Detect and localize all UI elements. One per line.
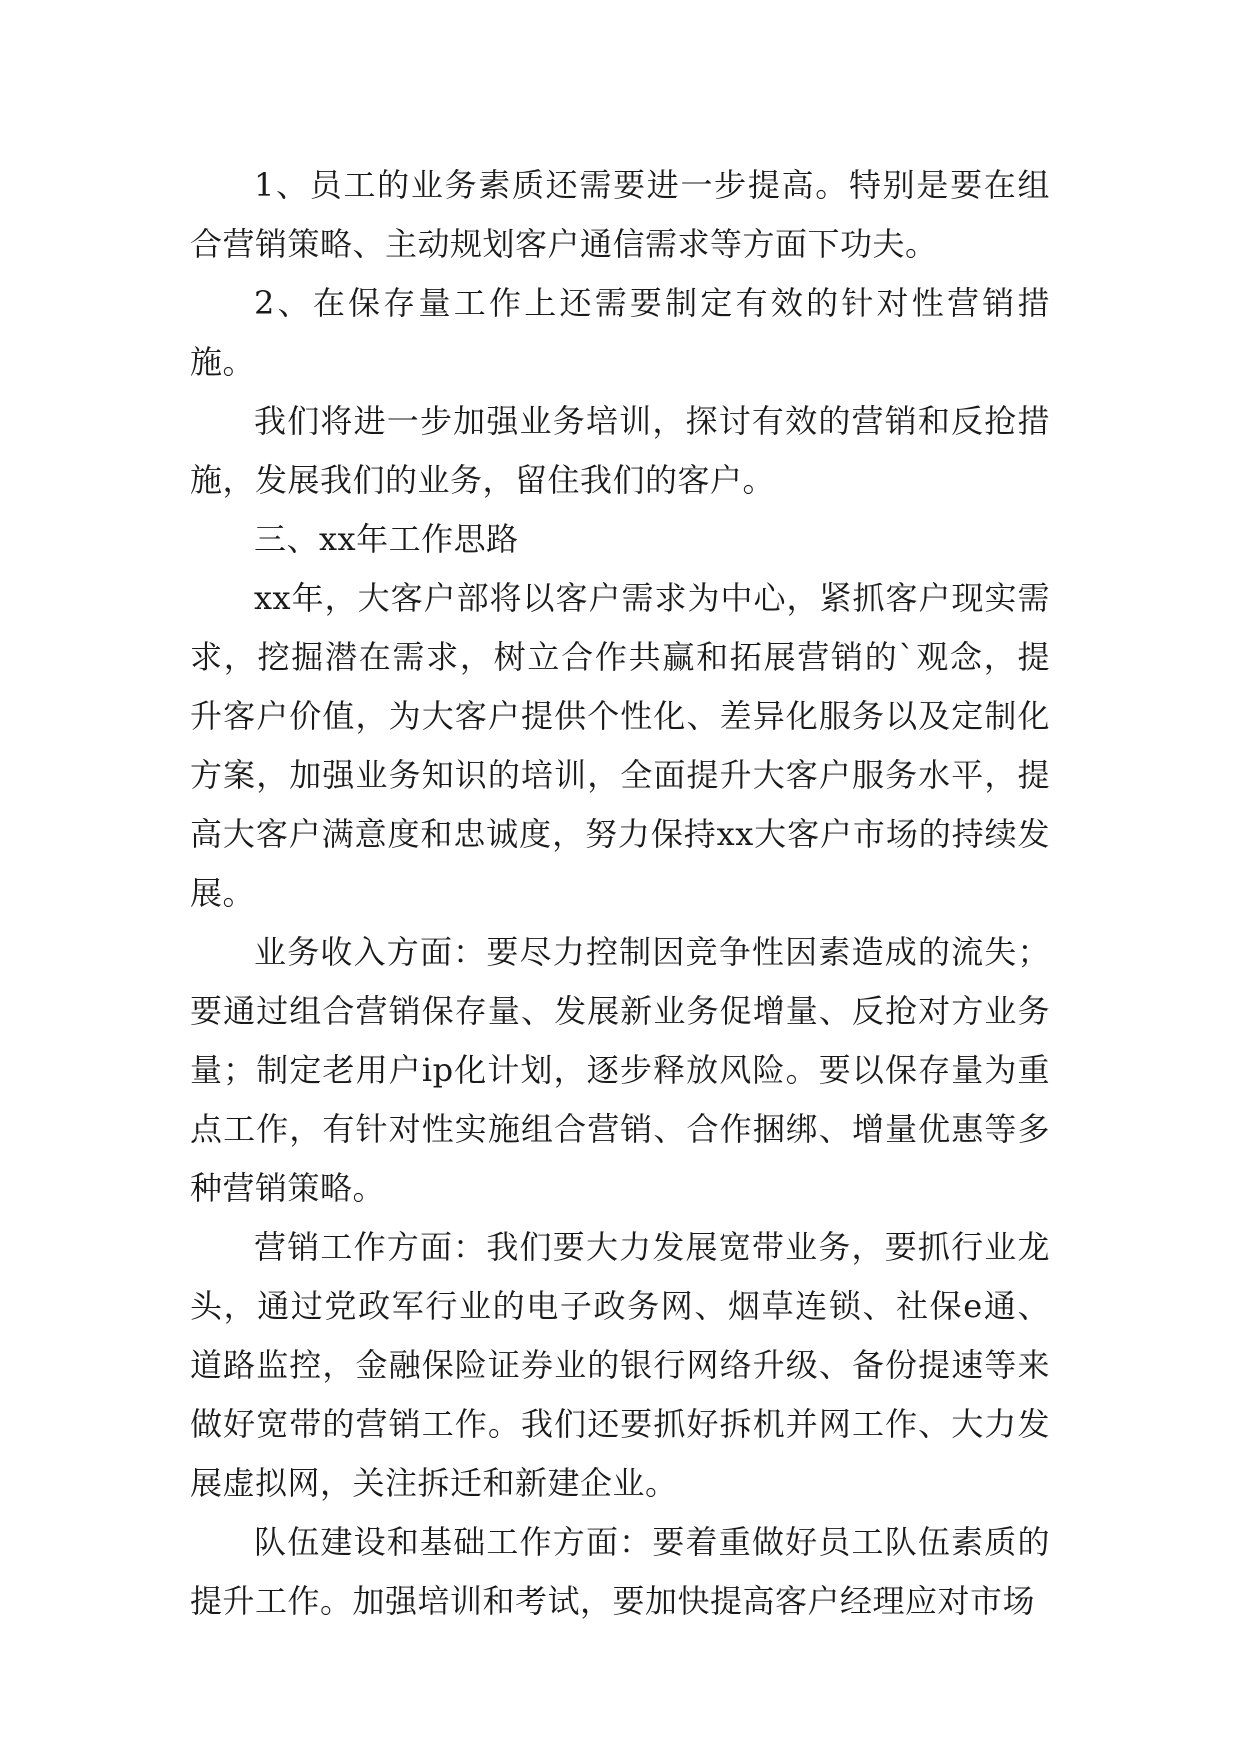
paragraph-team-building: 队伍建设和基础工作方面：要着重做好员工队伍素质的提升工作。加强培训和考试，要加快提高客户经理应对市场 bbox=[190, 1523, 1050, 1620]
paragraph-retention-measures: 2、在保存量工作上还需要制定有效的针对性营销措施。 bbox=[190, 284, 1050, 381]
section-heading-work-ideas: 三、xx年工作思路 bbox=[254, 520, 519, 558]
paragraph-customer-strategy: xx年，大客户部将以客户需求为中心，紧抓客户现实需求，挖掘潜在需求，树立合作共赢和拓展营销的`观念，提升客户价值，为大客户提供个性化、差异化服务以及定制化方案，加强业务知识的培训，全面提升大客户服务水平，提高大客户满意度和忠诚度，努力保持xx大客户市场的持续发展。 bbox=[190, 579, 1050, 912]
paragraph-business-income: 业务收入方面：要尽力控制因竞争性因素造成的流失；要通过组合营销保存量、发展新业务促增量、反抢对方业务量；制定老用户ip化计划，逐步释放风险。要以保存量为重点工作，有针对性实施组合营销、合作捆绑、增量优惠等多种营销策略。 bbox=[190, 933, 1050, 1207]
paragraph-staff-quality: 1、员工的业务素质还需要进一步提高。特别是要在组合营销策略、主动规划客户通信需求等方面下功夫。 bbox=[190, 166, 1050, 263]
paragraph-marketing-work: 营销工作方面：我们要大力发展宽带业务，要抓行业龙头，通过党政军行业的电子政务网、烟草连锁、社保e通、道路监控，金融保险证券业的银行网络升级、备份提速等来做好宽带的营销工作。我们还要抓好拆机并网工作、大力发展虚拟网，关注拆迁和新建企业。 bbox=[190, 1228, 1050, 1502]
document-body bbox=[190, 156, 1050, 1631]
paragraph-training-plan: 我们将进一步加强业务培训，探讨有效的营销和反抢措施，发展我们的业务，留住我们的客户。 bbox=[190, 402, 1050, 499]
